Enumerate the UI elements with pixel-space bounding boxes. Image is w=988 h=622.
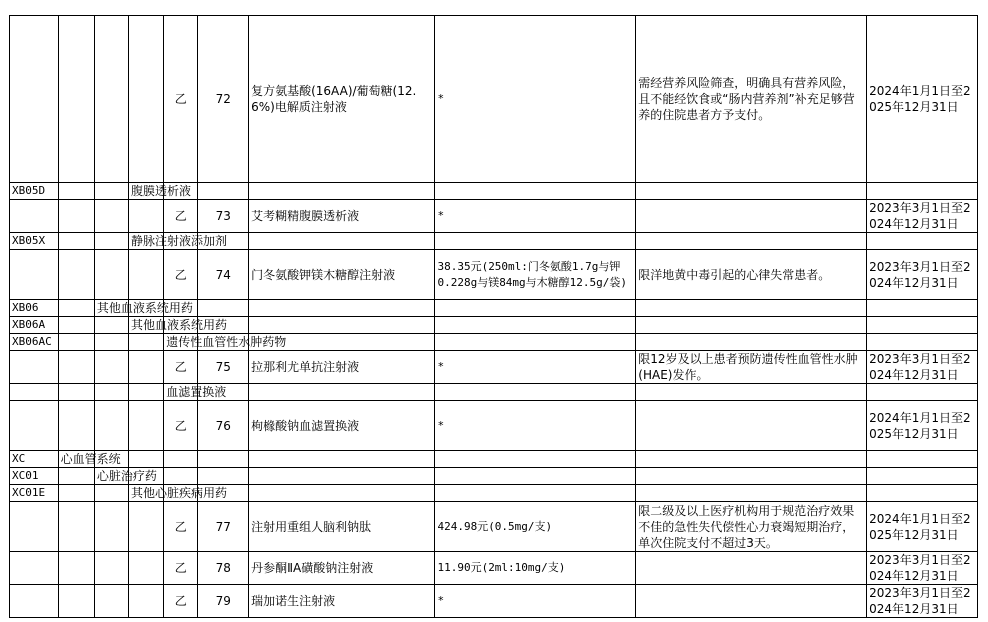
empty-cell xyxy=(94,502,128,552)
empty-cell xyxy=(249,233,435,250)
empty-cell xyxy=(58,485,94,502)
category-label: 其他血液系统用药 xyxy=(129,317,164,334)
empty-cell xyxy=(94,233,128,250)
drug-row xyxy=(10,585,978,618)
drug-number: 77 xyxy=(198,502,249,552)
drug-period: 2023年3月1日至2024年12月31日 xyxy=(867,200,978,233)
category-label: 腹膜透析液 xyxy=(129,183,164,200)
empty-cell xyxy=(198,300,249,317)
category-label: 静脉注射液添加剂 xyxy=(129,233,164,250)
empty-cell xyxy=(867,183,978,200)
drug-limit: 限二级及以上医疗机构用于规范治疗效果不佳的急性失代偿性心力衰竭短期治疗，单次住院支付不超过3天。 xyxy=(636,502,867,552)
drug-type: 乙 xyxy=(164,502,198,552)
drug-catalog-table xyxy=(9,15,978,618)
empty-cell xyxy=(435,384,636,401)
empty-cell xyxy=(129,351,164,384)
drug-price: 38.35元(250ml:门冬氨酸1.7g与钾0.228g与镁84mg与木糖醇12.5g/袋) xyxy=(435,250,636,300)
empty-cell xyxy=(435,300,636,317)
empty-cell xyxy=(636,468,867,485)
empty-cell xyxy=(58,317,94,334)
empty-cell xyxy=(636,183,867,200)
drug-limit xyxy=(636,552,867,585)
empty-cell xyxy=(867,485,978,502)
empty-cell xyxy=(636,300,867,317)
empty-cell xyxy=(10,200,59,233)
category-code: XB06A xyxy=(10,317,59,334)
drug-type: 乙 xyxy=(164,250,198,300)
empty-cell xyxy=(10,351,59,384)
empty-cell xyxy=(129,502,164,552)
drug-number: 74 xyxy=(198,250,249,300)
drug-limit xyxy=(636,585,867,618)
category-code: XB05D xyxy=(10,183,59,200)
empty-cell xyxy=(867,317,978,334)
empty-cell xyxy=(94,317,128,334)
empty-cell xyxy=(249,384,435,401)
empty-cell xyxy=(129,200,164,233)
empty-cell xyxy=(58,200,94,233)
empty-cell xyxy=(10,552,59,585)
category-row xyxy=(10,384,978,401)
drug-type: 乙 xyxy=(164,16,198,183)
drug-row xyxy=(10,401,978,451)
empty-cell xyxy=(94,334,128,351)
empty-cell xyxy=(435,233,636,250)
drug-price: * xyxy=(435,401,636,451)
drug-row xyxy=(10,250,978,300)
drug-limit: 限洋地黄中毒引起的心律失常患者。 xyxy=(636,250,867,300)
empty-cell xyxy=(867,300,978,317)
empty-cell xyxy=(94,250,128,300)
drug-name: 门冬氨酸钾镁木糖醇注射液 xyxy=(249,250,435,300)
empty-cell xyxy=(94,585,128,618)
category-code xyxy=(10,384,59,401)
category-label: 心脏治疗药 xyxy=(94,468,128,485)
category-row xyxy=(10,300,978,317)
drug-price: 424.98元(0.5mg/支) xyxy=(435,502,636,552)
drug-number: 76 xyxy=(198,401,249,451)
empty-cell xyxy=(58,16,94,183)
empty-cell xyxy=(636,317,867,334)
category-label: 其他血液系统用药 xyxy=(94,300,128,317)
empty-cell xyxy=(198,468,249,485)
empty-cell xyxy=(129,451,164,468)
empty-cell xyxy=(435,183,636,200)
empty-cell xyxy=(435,334,636,351)
drug-period: 2023年3月1日至2024年12月31日 xyxy=(867,552,978,585)
empty-cell xyxy=(94,552,128,585)
empty-cell xyxy=(249,300,435,317)
empty-cell xyxy=(129,334,164,351)
empty-cell xyxy=(129,16,164,183)
empty-cell xyxy=(129,384,164,401)
category-label: 血滤置换液 xyxy=(164,384,198,401)
drug-number: 78 xyxy=(198,552,249,585)
drug-row xyxy=(10,502,978,552)
drug-row xyxy=(10,16,978,183)
empty-cell xyxy=(94,200,128,233)
drug-price: * xyxy=(435,585,636,618)
empty-cell xyxy=(636,451,867,468)
drug-type: 乙 xyxy=(164,401,198,451)
empty-cell xyxy=(10,585,59,618)
drug-price: * xyxy=(435,351,636,384)
drug-number: 72 xyxy=(198,16,249,183)
empty-cell xyxy=(867,451,978,468)
empty-cell xyxy=(94,183,128,200)
drug-name: 枸橼酸钠血滤置换液 xyxy=(249,401,435,451)
empty-cell xyxy=(94,351,128,384)
category-code: XC xyxy=(10,451,59,468)
empty-cell xyxy=(58,233,94,250)
drug-number: 79 xyxy=(198,585,249,618)
empty-cell xyxy=(94,16,128,183)
category-row xyxy=(10,451,978,468)
empty-cell xyxy=(58,334,94,351)
category-row xyxy=(10,485,978,502)
empty-cell xyxy=(58,250,94,300)
drug-type: 乙 xyxy=(164,200,198,233)
empty-cell xyxy=(94,384,128,401)
empty-cell xyxy=(198,183,249,200)
category-row xyxy=(10,334,978,351)
empty-cell xyxy=(249,183,435,200)
empty-cell xyxy=(636,334,867,351)
empty-cell xyxy=(636,485,867,502)
drug-name: 复方氨基酸(16AA)/葡萄糖(12.6%)电解质注射液 xyxy=(249,16,435,183)
empty-cell xyxy=(129,552,164,585)
empty-cell xyxy=(129,250,164,300)
drug-row xyxy=(10,351,978,384)
empty-cell xyxy=(58,552,94,585)
drug-price: * xyxy=(435,200,636,233)
empty-cell xyxy=(435,451,636,468)
category-code: XC01E xyxy=(10,485,59,502)
empty-cell xyxy=(58,468,94,485)
drug-limit xyxy=(636,401,867,451)
empty-cell xyxy=(249,485,435,502)
empty-cell xyxy=(867,384,978,401)
empty-cell xyxy=(58,502,94,552)
drug-name: 注射用重组人脑利钠肽 xyxy=(249,502,435,552)
category-code: XB05X xyxy=(10,233,59,250)
empty-cell xyxy=(58,351,94,384)
empty-cell xyxy=(435,468,636,485)
drug-period: 2024年1月1日至2025年12月31日 xyxy=(867,16,978,183)
empty-cell xyxy=(249,317,435,334)
empty-cell xyxy=(435,485,636,502)
drug-name: 艾考糊精腹膜透析液 xyxy=(249,200,435,233)
drug-limit xyxy=(636,200,867,233)
drug-name: 瑞加诺生注射液 xyxy=(249,585,435,618)
empty-cell xyxy=(10,250,59,300)
empty-cell xyxy=(94,401,128,451)
empty-cell xyxy=(129,401,164,451)
empty-cell xyxy=(10,16,59,183)
empty-cell xyxy=(58,384,94,401)
empty-cell xyxy=(164,451,198,468)
category-code: XC01 xyxy=(10,468,59,485)
drug-type: 乙 xyxy=(164,552,198,585)
category-label: 心血管系统 xyxy=(58,451,94,468)
category-row xyxy=(10,468,978,485)
empty-cell xyxy=(10,502,59,552)
drug-period: 2023年3月1日至2024年12月31日 xyxy=(867,351,978,384)
empty-cell xyxy=(867,468,978,485)
category-row xyxy=(10,233,978,250)
empty-cell xyxy=(867,334,978,351)
category-code: XB06 xyxy=(10,300,59,317)
category-row xyxy=(10,317,978,334)
category-row xyxy=(10,183,978,200)
empty-cell xyxy=(58,183,94,200)
empty-cell xyxy=(58,300,94,317)
drug-row xyxy=(10,552,978,585)
drug-number: 73 xyxy=(198,200,249,233)
drug-price: * xyxy=(435,16,636,183)
category-label: 遗传性血管性水肿药物 xyxy=(164,334,198,351)
drug-number: 75 xyxy=(198,351,249,384)
empty-cell xyxy=(94,485,128,502)
drug-period: 2024年1月1日至2025年12月31日 xyxy=(867,401,978,451)
drug-limit: 需经营养风险筛查，明确具有营养风险，且不能经饮食或“肠内营养剂”补充足够营养的住院患者方予支付。 xyxy=(636,16,867,183)
drug-type: 乙 xyxy=(164,351,198,384)
table-body xyxy=(10,16,978,618)
empty-cell xyxy=(198,451,249,468)
empty-cell xyxy=(129,585,164,618)
drug-period: 2023年3月1日至2024年12月31日 xyxy=(867,585,978,618)
empty-cell xyxy=(636,233,867,250)
empty-cell xyxy=(435,317,636,334)
empty-cell xyxy=(10,401,59,451)
empty-cell xyxy=(58,401,94,451)
drug-row xyxy=(10,200,978,233)
empty-cell xyxy=(867,233,978,250)
drug-price: 11.90元(2ml:10mg/支) xyxy=(435,552,636,585)
empty-cell xyxy=(249,451,435,468)
category-code: XB06AC xyxy=(10,334,59,351)
drug-period: 2023年3月1日至2024年12月31日 xyxy=(867,250,978,300)
empty-cell xyxy=(636,384,867,401)
drug-type: 乙 xyxy=(164,585,198,618)
empty-cell xyxy=(58,585,94,618)
drug-period: 2024年1月1日至2025年12月31日 xyxy=(867,502,978,552)
empty-cell xyxy=(249,468,435,485)
drug-name: 丹参酮ⅡA磺酸钠注射液 xyxy=(249,552,435,585)
category-label: 其他心脏疾病用药 xyxy=(129,485,164,502)
drug-limit: 限12岁及以上患者预防遗传性血管性水肿(HAE)发作。 xyxy=(636,351,867,384)
empty-cell xyxy=(164,468,198,485)
drug-name: 拉那利尤单抗注射液 xyxy=(249,351,435,384)
